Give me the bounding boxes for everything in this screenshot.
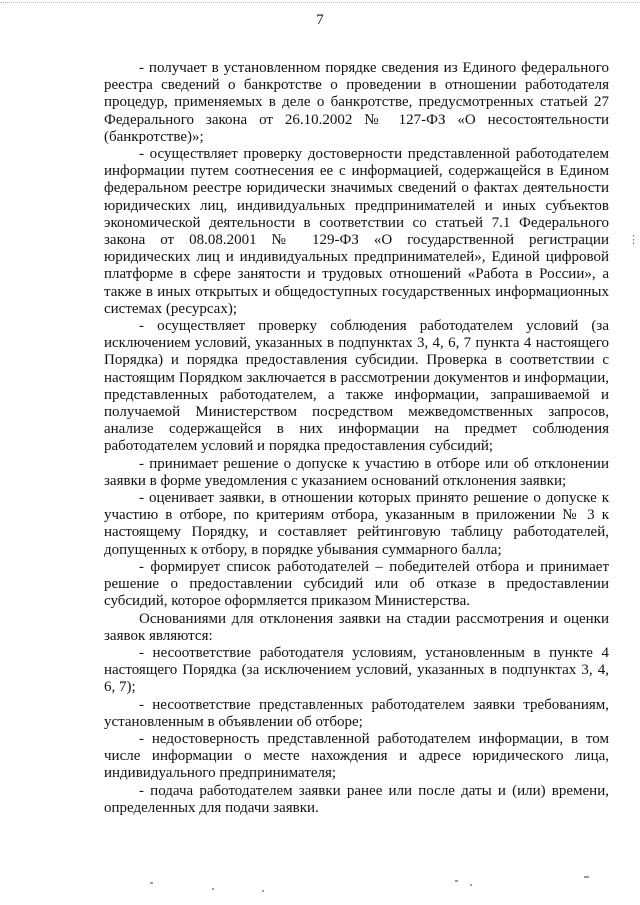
paragraph: - несоответствие работодателя условиям, установленным в пункте 4 настоящего Порядка (за исключением условий, указанных в подпунктах 3, 4, 6, 7); xyxy=(104,644,609,696)
paragraph: Основаниями для отклонения заявки на стадии рассмотрения и оценки заявок являются: xyxy=(104,610,609,644)
paragraph: - осуществляет проверку достоверности представленной работодателем информации путем соотнесения ее с информацией, содержащейся в Едином федеральном реестре юридически значимых сведений о фактах деятельности юридических лиц, индивидуальных предпринимателей и иных субъектов экономической деятельности в соответствии со статьей 7.1 Федерального закона от 08.08.2001 № 129-ФЗ «О государственной регистрации юридических лиц и индивидуальных предпринимателей», Единой цифровой платформе в сфере занятости и трудовых отношений «Работа в России», а также в иных открытых и общедоступных государственных информационных системах (ресурсах); xyxy=(104,146,609,317)
paragraph: - оценивает заявки, в отношении которых принято решение о допуске к участию в отборе, по критериям отбора, указанным в приложении № 3 к настоящему Порядку, и составляет рейтинговую таблицу работодателей, допущенных к отбору, в порядке убывания суммарного балла; xyxy=(104,490,609,558)
paragraph: - недостоверность представленной работодателем информации, в том числе информации о месте нахождения и адресе юридического лица, индивидуального предпринимателя; xyxy=(104,730,609,782)
paragraph: - несоответствие представленных работодателем заявки требованиям, установленным в объявлении об отборе; xyxy=(104,696,609,730)
paragraph: - подача работодателем заявки ранее или после даты и (или) времени, определенных для подачи заявки. xyxy=(104,782,609,816)
paragraph: - получает в установленном порядке сведения из Единого федерального реестра сведений о банкротстве о проведении в отношении работодателя процедур, применяемых в деле о банкротстве, предусмотренных статьей 27 Федерального закона от 26.10.2002 № 127-ФЗ «О несостоятельности (банкротстве)»; xyxy=(104,60,609,145)
paragraph: - формирует список работодателей – победителей отбора и принимает решение о предоставлении субсидий или об отказе в предоставлении субсидий, которое оформляется приказом Министерства. xyxy=(104,558,609,610)
paragraph: - осуществляет проверку соблюдения работодателем условий (за исключением условий, указанных в подпунктах 3, 4, 6, 7 пункта 4 настоящего Порядка) и порядка предоставления субсидии. Проверка в соответствии с настоящим Порядком заключается в рассмотрении документов и информации, представленных работодателем, а также информации, запрашиваемой и получаемой Министерством посредством межведомственных запросов, анализе содержащейся в них информации на предмет соблюдения работодателем условий и порядка предоставления субсидий; xyxy=(104,318,609,455)
scan-edge-specks xyxy=(0,2,640,9)
scan-margin-mark: ⋮ xyxy=(628,234,639,246)
scan-bottom-specks xyxy=(0,868,640,898)
paragraph: - принимает решение о допуске к участию в отборе или об отклонении заявки в форме уведомления с указанием оснований отклонения заявки; xyxy=(104,455,609,489)
page-number: 7 xyxy=(316,12,324,28)
document-body xyxy=(104,60,609,817)
